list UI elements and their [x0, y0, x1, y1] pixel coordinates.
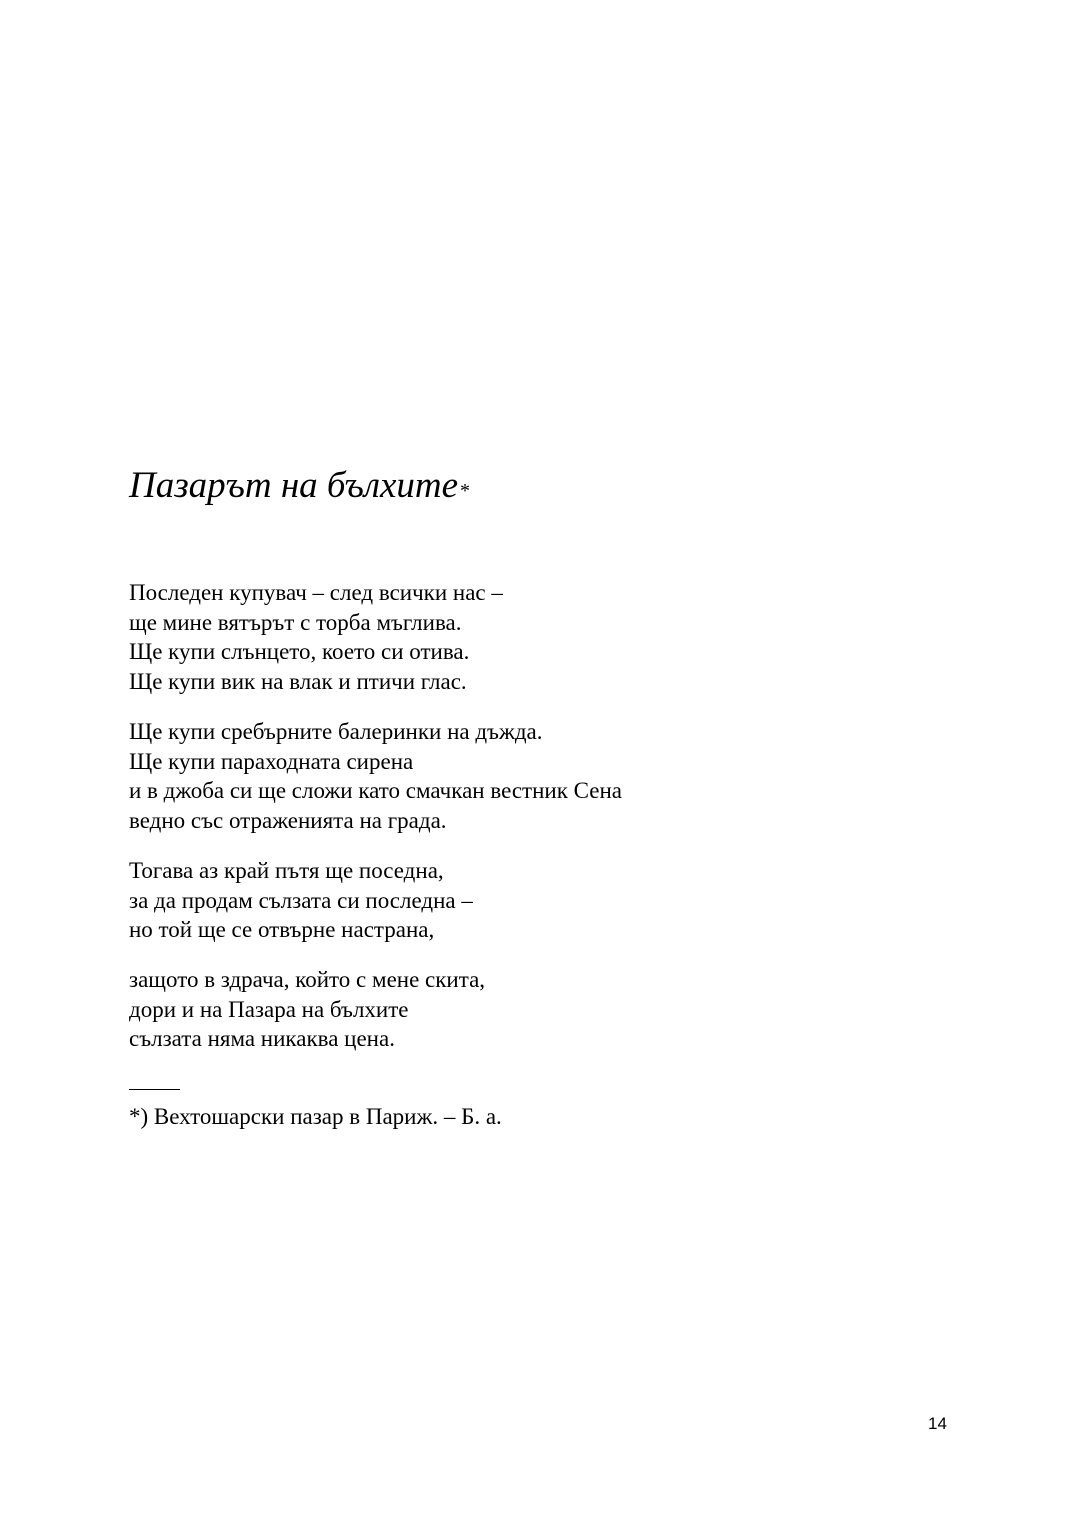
footnote-marker: * — [460, 480, 471, 502]
poem-line: ще мине вятърът с торба мъглива. — [129, 609, 462, 635]
poem-line: ведно със отраженията на града. — [129, 807, 447, 833]
poem-line: дори и на Пазара на бълхите — [129, 996, 409, 1022]
poem-line: защото в здрача, който с мене скита, — [129, 967, 486, 992]
stanza-2 — [129, 717, 622, 835]
poem-title — [129, 462, 470, 515]
poem-line: и в джоба си ще сложи като смачкан вестник Сена — [129, 778, 622, 803]
footnote: *) Вехтошарски пазар в Париж. – Б. а. — [129, 1104, 502, 1129]
poem-line: Ще купи сребърните балеринки на дъжда. — [129, 719, 543, 744]
poem-line: но той ще се отвърне настрана, — [129, 917, 435, 942]
poem-line: за да продам сълзата си последна – — [129, 887, 473, 913]
stanza-1 — [129, 578, 503, 696]
stanza-3 — [129, 856, 473, 945]
poem-line: Тогава аз край пътя ще поседна, — [129, 858, 444, 883]
poem-title-text: Пазарът на бълхите — [129, 465, 459, 506]
poem-line: Ще купи вик на влак и птичи глас. — [129, 668, 467, 694]
poem-line: Последен купувач – след всички нас – — [129, 580, 503, 605]
footnote-separator — [129, 1089, 180, 1090]
page-number: 14 — [928, 1414, 947, 1433]
poem-line: Ще купи слънцето, което си отива. — [129, 639, 470, 664]
poem-line: Ще купи параходната сирена — [129, 748, 414, 774]
poem-line: сълзата няма никаква цена. — [129, 1026, 395, 1051]
stanza-4 — [129, 965, 485, 1054]
